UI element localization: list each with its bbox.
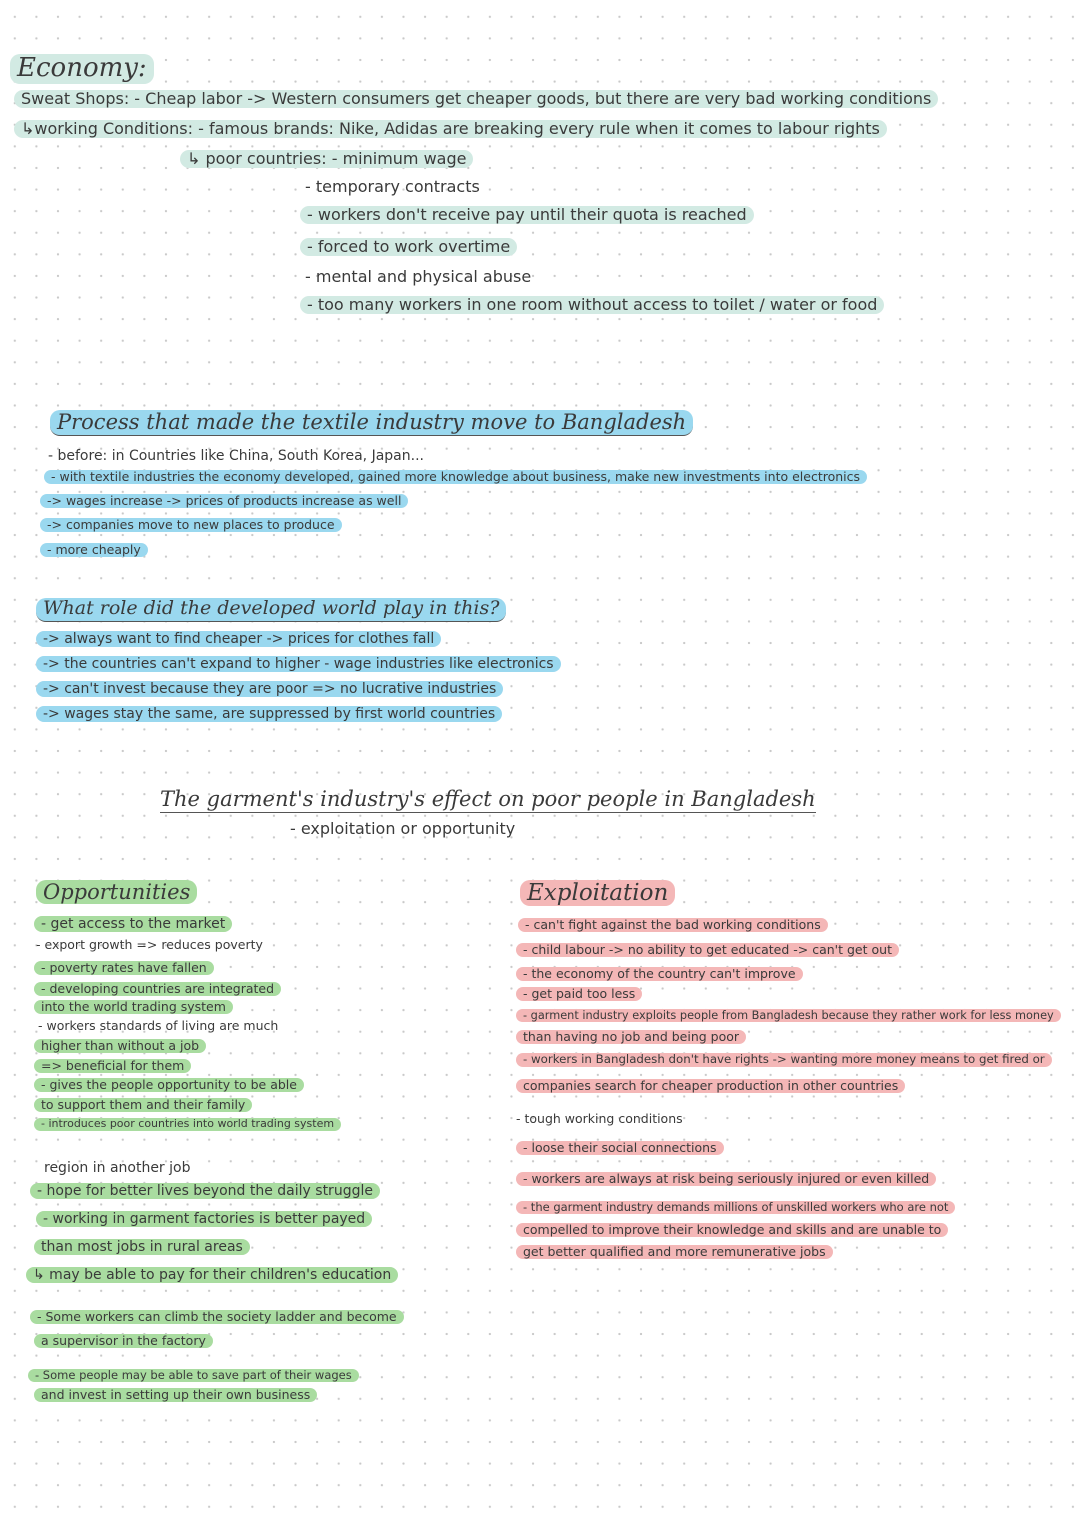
opportunity-line: - hope for better lives beyond the daily struggle [30,1183,380,1199]
opportunities-title: Opportunities [36,880,197,904]
exploitation-line: - can't fight against the bad working conditions [518,918,828,932]
process-title: Process that made the textile industry move to Bangladesh [50,410,693,436]
opportunity-line: - gives the people opportunity to be able [34,1078,304,1092]
opportunity-line: - Some workers can climb the society ladder and become [30,1310,404,1324]
process-line: -> wages increase -> prices of products increase as well [40,494,408,508]
effect-title: The garment's industry's effect on poor people in Bangladesh [160,787,816,813]
opportunity-line: - export growth => reduces poverty [36,937,263,952]
opportunity-line: a supervisor in the factory [34,1334,213,1348]
process-line: - with textile industries the economy developed, gained more knowledge about business, make new investments into electronics [44,470,867,484]
opportunity-line: - workers standards of living are much [38,1018,279,1033]
exploitation-line: - workers in Bangladesh don't have rights -> wanting more money means to get fired or [516,1053,1052,1067]
role-line: -> wages stay the same, are suppressed by first world countries [36,706,502,722]
process-line: - before: in Countries like China, South Korea, Japan... [48,448,424,464]
opportunity-line: higher than without a job [34,1039,206,1053]
exploitation-line: companies search for cheaper production in other countries [516,1079,905,1093]
opportunity-line: - working in garment factories is better payed [36,1211,372,1227]
opportunity-line: - get access to the market [34,916,232,932]
poor-countries-line: ↳ poor countries: - minimum wage [180,150,473,168]
role-line: -> can't invest because they are poor => no lucrative industries [36,681,503,697]
opportunity-line: and invest in setting up their own business [34,1388,317,1402]
economy-point: - forced to work overtime [300,238,517,256]
exploitation-line: - the economy of the country can't improve [516,967,803,981]
opportunity-line: ↳ may be able to pay for their children's education [26,1267,398,1283]
opportunity-line: into the world trading system [34,1000,233,1014]
effect-subtitle: - exploitation or opportunity [290,819,516,838]
exploitation-line: compelled to improve their knowledge and skills and are unable to [516,1223,948,1237]
opportunity-line: => beneficial for them [34,1059,191,1073]
process-line: - more cheaply [40,543,148,557]
economy-title: Economy: [10,54,154,84]
exploitation-line: - tough working conditions [516,1111,683,1126]
role-title: What role did the developed world play in this? [36,598,506,622]
opportunity-line: to support them and their family [34,1098,252,1112]
opportunity-line: region in another job [44,1160,191,1176]
economy-point: - temporary contracts [305,177,480,196]
exploitation-line: - workers are always at risk being seriously injured or even killed [516,1172,936,1186]
economy-point: - workers don't receive pay until their quota is reached [300,206,754,224]
opportunity-line: than most jobs in rural areas [34,1239,250,1255]
exploitation-line: - the garment industry demands millions of unskilled workers who are not [516,1201,955,1214]
exploitation-line: - loose their social connections [516,1141,724,1155]
process-line: -> companies move to new places to produce [40,518,342,532]
economy-point: - mental and physical abuse [305,267,532,286]
opportunity-line: - Some people may be able to save part of their wages [28,1369,359,1382]
exploitation-line: - garment industry exploits people from Bangladesh because they rather work for less money [516,1009,1061,1022]
role-line: -> the countries can't expand to higher - wage industries like electronics [36,656,561,672]
exploitation-line: than having no job and being poor [516,1030,746,1044]
opportunity-line: - developing countries are integrated [34,982,281,996]
exploitation-line: - get paid too less [516,987,642,1001]
working-conditions-line: ↳working Conditions: - famous brands: Nike, Adidas are breaking every rule when it comes to labour rights [14,120,887,138]
sweatshops-line: Sweat Shops: - Cheap labor -> Western consumers get cheaper goods, but there are very bad working conditions [14,90,938,108]
exploitation-line: - child labour -> no ability to get educated -> can't get out [516,943,899,957]
exploitation-line: get better qualified and more remunerative jobs [516,1245,833,1259]
exploitation-title: Exploitation [520,880,675,906]
opportunity-line: - poverty rates have fallen [34,961,214,975]
opportunity-line: - introduces poor countries into world trading system [34,1118,341,1131]
role-line: -> always want to find cheaper -> prices for clothes fall [36,631,441,647]
economy-point: - too many workers in one room without access to toilet / water or food [300,296,884,314]
